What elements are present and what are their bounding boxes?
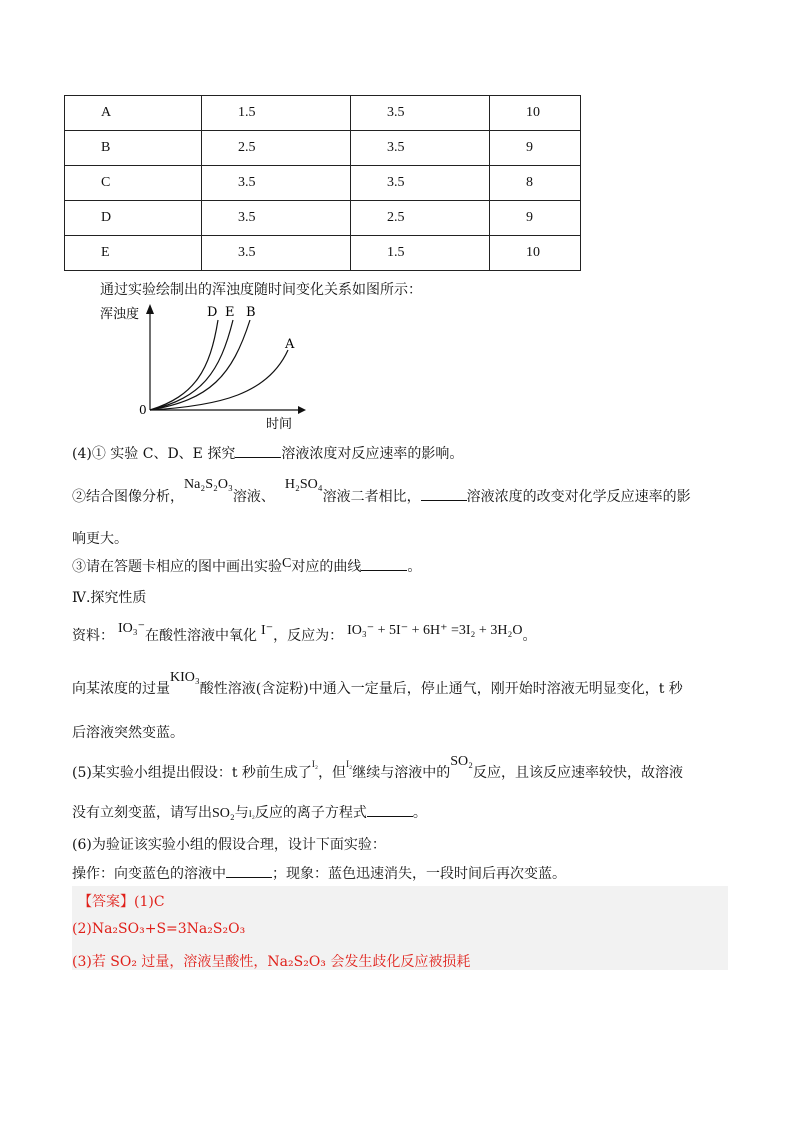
table-row [65, 166, 581, 201]
table-cell: 3.5 [351, 166, 490, 201]
answer-label: 【答案】 [78, 894, 134, 910]
table-cell: 10 [490, 96, 581, 131]
i2-formula-b: I₂ [346, 759, 353, 769]
table-row [65, 131, 581, 166]
table-cell: E [65, 236, 202, 271]
table-cell: 10 [490, 236, 581, 271]
q4-part3 [72, 556, 421, 576]
curve-label-a: A [285, 337, 295, 352]
table-cell: 1.5 [351, 236, 490, 271]
q5-cont-suffix: 反应的离子方程式 [254, 805, 367, 821]
q5-cont-mid: 与 [234, 805, 249, 821]
so2-formula-2: SO₂ [212, 806, 235, 821]
q4-p3-suffix: 对应的曲线 [291, 559, 362, 575]
table-row [65, 236, 581, 271]
table-cell: 3.5 [202, 166, 351, 201]
turbidity-chart [100, 300, 320, 432]
section-iv-heading: Ⅳ.探究性质 [72, 590, 147, 606]
q5-blank[interactable] [367, 802, 413, 817]
para1-prefix: 向某浓度的过量 [72, 681, 170, 697]
q4-p1-suffix: 溶液浓度对反应速率的影响。 [281, 446, 464, 462]
q4-part2 [72, 477, 691, 506]
y-axis-arrow [146, 304, 154, 314]
q5-mid2: 继续与溶液中的 [352, 765, 451, 781]
so2-formula: SO₂ [450, 754, 473, 769]
x-axis-label: 时间 [266, 417, 293, 432]
h2so4-formula: H₂SO₄ [284, 477, 323, 492]
table-cell: 9 [490, 201, 581, 236]
curve-e [150, 320, 233, 410]
q5-cont-prefix: 没有立刻变蓝，请写出 [72, 805, 212, 821]
q4-p3-blank[interactable] [361, 556, 407, 571]
iodide-formula: I⁻ [261, 623, 274, 638]
q6-prefix: 操作：向变蓝色的溶液中 [72, 866, 226, 882]
info-mid2: ，反应为： [273, 628, 344, 644]
q4-part1 [72, 443, 463, 463]
q6-line2 [72, 863, 566, 883]
q5-line1 [72, 754, 683, 782]
experiment-c-label: C [282, 556, 292, 571]
table-cell: A [65, 96, 202, 131]
q6-line1: (6)为验证该实验小组的假设合理，设计下面实验： [72, 837, 386, 853]
answer-2: (2)Na₂SO₃+S=3Na₂S₂O₃ [72, 921, 246, 937]
na2s2o3-formula: Na₂S₂O₃ [184, 477, 233, 492]
curve-d [150, 320, 218, 410]
table-cell: C [65, 166, 202, 201]
table-cell: D [65, 201, 202, 236]
q5-suffix: 反应，且该反应速率较快，故溶液 [472, 765, 683, 781]
table-cell: 9 [490, 131, 581, 166]
table-row [65, 96, 581, 131]
origin-label: 0 [139, 403, 147, 417]
table-cell: 2.5 [351, 201, 490, 236]
table-cell: 2.5 [202, 131, 351, 166]
q5-prefix: (5)某实验小组提出假设：t 秒前生成了 [72, 765, 312, 781]
q4-p1-blank[interactable] [235, 443, 281, 458]
q4-p2-suffix: 溶液浓度的改变对化学反应速率的影 [466, 489, 691, 505]
q4-p2-prefix: ②结合图像分析， [72, 489, 184, 505]
i2-formula-a: I₂ [311, 759, 319, 769]
para1-suffix: 酸性溶液(含淀粉)中通入一定量后，停止通气，刚开始时溶液无明显变化，t 秒 [199, 681, 683, 697]
table-cell: B [65, 131, 202, 166]
table-row [65, 201, 581, 236]
q5-mid: ，但 [318, 765, 347, 781]
answer-line1 [78, 891, 165, 911]
table-cell: 3.5 [351, 96, 490, 131]
q4-p3-end: 。 [407, 559, 422, 575]
table-cell: 3.5 [351, 131, 490, 166]
table-cell: 1.5 [202, 96, 351, 131]
q4-p2-mid1: 溶液、 [232, 489, 275, 505]
experiment-table-body [65, 96, 581, 271]
info-mid: 在酸性溶液中氧化 [145, 628, 258, 644]
table-cell: 3.5 [202, 236, 351, 271]
q4-p2-blank[interactable] [421, 486, 467, 501]
answer-1: (1)C [134, 894, 165, 910]
q4-p3-prefix: ③请在答题卡相应的图中画出实验 [72, 559, 282, 575]
y-axis-label: 浑浊度 [100, 307, 140, 322]
iodate-equation: IO₃⁻ + 5I⁻ + 6H⁺ =3I₂ + 3H₂O [347, 623, 523, 638]
para1 [72, 670, 683, 698]
curve-label-b: B [246, 305, 256, 320]
i2-formula-c: I₂ [248, 809, 255, 819]
curve-label-d: D [207, 305, 218, 320]
info-line [72, 621, 537, 645]
q6-suffix: ；现象：蓝色迅速消失，一段时间后再次变蓝。 [272, 866, 566, 882]
x-axis-arrow [298, 406, 306, 414]
intro-text: 通过实验绘制出的浑浊度随时间变化关系如图所示： [100, 282, 422, 298]
experiment-table [64, 95, 581, 271]
q4-p1-prefix: (4)① 实验 C、D、E 探究 [72, 446, 236, 462]
q6-blank[interactable] [226, 863, 272, 878]
table-cell: 3.5 [202, 201, 351, 236]
q4-part2-cont: 响更大。 [72, 531, 128, 547]
info-label: 资料： [72, 628, 114, 644]
q4-p2-mid2: 溶液二者相比， [322, 489, 421, 505]
answer-3: (3)若 SO₂ 过量，溶液呈酸性，Na₂S₂O₃ 会发生歧化反应被损耗 [72, 954, 471, 970]
curve-label-e: E [225, 305, 235, 320]
kio3-formula: KIO₃ [170, 670, 200, 685]
q5-cont-end: 。 [412, 805, 427, 821]
q5-line2 [72, 802, 427, 822]
io3-formula: IO₃⁻ [118, 621, 146, 636]
curves-group [150, 305, 295, 410]
para1-cont: 后溶液突然变蓝。 [72, 725, 184, 741]
equation-end: 。 [522, 628, 537, 644]
table-cell: 8 [490, 166, 581, 201]
